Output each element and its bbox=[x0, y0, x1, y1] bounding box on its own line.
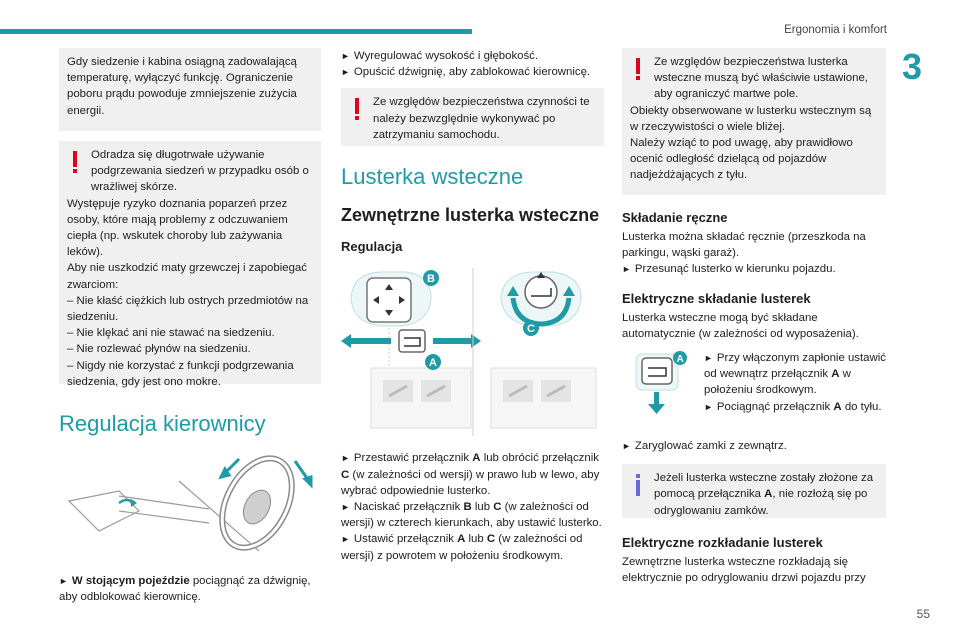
electric-text: Lusterka wsteczne mogą być składane automatycznie (w zależności od wyposażenia). bbox=[622, 311, 859, 340]
warning-item: – Nie klękać ani nie stawać na siedzeniu. bbox=[67, 327, 275, 340]
mirror-fold-switch-icon bbox=[632, 350, 692, 416]
electric-step-1: ► Przy włączonym zapłonie ustawić od wewnątrz przełącznik A w położeniu środkowym. bbox=[704, 352, 886, 397]
step-arrow-icon: ► bbox=[341, 534, 350, 545]
warning-text-3: Należy wziąć to pod uwagę, aby prawidłowo ocenić odległość dzielącą od pojazdów nadjeżdżających z tyłu. bbox=[630, 137, 853, 182]
heading-electric-fold: Elektryczne składanie lusterek bbox=[622, 290, 811, 306]
page-number: 55 bbox=[916, 607, 930, 621]
step-arrow-icon: ► bbox=[341, 51, 350, 61]
step-arrow-icon: ► bbox=[704, 353, 713, 364]
warning-text: Odradza się długotrwałe używanie podgrzewania siedzeń w przypadku osób o wrażliwej skórze. bbox=[91, 149, 309, 194]
info-box bbox=[622, 464, 886, 518]
electric-step-2: ► Pociągnąć przełącznik A do tyłu. bbox=[704, 400, 882, 413]
electric-fold-block bbox=[622, 350, 886, 436]
step-arrow-icon: ► bbox=[59, 576, 68, 586]
label-a: A bbox=[676, 354, 684, 366]
warning-text: Ze względów bezpieczeństwa czynności te należy bezwzględnie wykonywać po zatrzymaniu samochodu. bbox=[373, 96, 590, 141]
warning-text-3: Aby nie uszkodzić maty grzewczej i zapobiegać zwarciom: bbox=[67, 262, 307, 291]
manual-text: Lusterka można składać ręcznie (przeszkoda na parkingu, wąski garaż). bbox=[622, 231, 866, 260]
step-text: Opuścić dźwignię, aby zablokować kierownicę. bbox=[353, 66, 591, 79]
steering-wheel-icon bbox=[59, 451, 321, 559]
electric-step-3: ► Zaryglować zamki z zewnątrz. bbox=[622, 440, 787, 453]
heading-adjust: Regulacja bbox=[341, 239, 403, 255]
info-box bbox=[59, 48, 321, 131]
mirror-switch-icon bbox=[341, 268, 604, 436]
warning-box bbox=[341, 88, 604, 146]
warning-item: – Nigdy nie korzystać z funkcji podgrzewania siedzenia, gdy jest ono mokre. bbox=[67, 359, 294, 388]
step-arrow-icon: ► bbox=[622, 441, 631, 452]
step-text: Wyregulować wysokość i głębokość. bbox=[353, 50, 539, 62]
column-1 bbox=[59, 48, 321, 605]
warning-item: – Nie kłaść ciężkich lub ostrych przedmiotów na siedzeniu. bbox=[67, 294, 309, 324]
step-bold: W stojącym pojeździe bbox=[71, 575, 190, 587]
heading-mirrors: Lusterka wsteczne bbox=[341, 164, 524, 190]
warning-item: – Nie rozlewać płynów na siedzeniu. bbox=[67, 343, 251, 356]
label-b: B bbox=[427, 273, 435, 286]
info-text: Jeżeli lusterka wsteczne zostały złożone za pomocą przełącznika A, nie rozłożą się po odryglowaniu zamków. bbox=[654, 472, 874, 517]
header-accent-bar bbox=[0, 29, 472, 34]
warning-icon bbox=[349, 96, 365, 122]
step-text: pociągnąć za dźwignię, aby odblokować kierownicę. bbox=[59, 575, 311, 604]
step-arrow-icon: ► bbox=[341, 67, 350, 78]
adjust-step-2: ► Naciskać przełącznik B lub C (w zależności od wersji) w czterech kierunkach, aby ustawić lusterko. bbox=[341, 501, 602, 530]
warning-icon bbox=[67, 149, 83, 175]
step-item bbox=[341, 48, 604, 64]
column-2 bbox=[341, 48, 604, 564]
unfold-text: Zewnętrzne lusterka wsteczne rozkładają się elektrycznie po odryglowaniu drzwi pojazdu przy bbox=[622, 556, 866, 585]
info-text: Gdy siedzenie i kabina osiągną zadowalającą temperaturę, wyłączyć funkcję. Ograniczenie poboru prądu powoduje zmniejszenie zużycia energii. bbox=[67, 56, 297, 117]
step-arrow-icon: ► bbox=[704, 401, 713, 412]
step-arrow-icon: ► bbox=[341, 502, 350, 513]
warning-text-2: Obiekty obserwowane w lusterku wstecznym są w rzeczywistości o wiele bliżej. bbox=[630, 104, 872, 133]
warning-text-2: Występuje ryzyko doznania poparzeń przez osoby, które mają problemy z odczuwaniem ciepła (np. wskutek choroby lub zażywania leków). bbox=[67, 197, 288, 259]
heading-steering-adjust: Regulacja kierownicy bbox=[59, 411, 266, 436]
info-icon bbox=[630, 472, 646, 498]
step-arrow-icon: ► bbox=[622, 264, 631, 275]
warning-box bbox=[59, 141, 321, 388]
chapter-number: 3 bbox=[902, 46, 923, 87]
column-3 bbox=[622, 48, 886, 587]
warning-text: Ze względów bezpieczeństwa lusterka wsteczne muszą być właściwie ustawione, aby ograniczyć martwe pole. bbox=[654, 56, 868, 101]
adjust-step-1: ► Przestawić przełącznik A lub obrócić przełącznik C (w zależności od wersji) w prawo lub w lewo, aby wybrać odpowiednie lusterko. bbox=[341, 452, 600, 497]
warning-box bbox=[622, 48, 886, 195]
heading-manual-fold: Składanie ręczne bbox=[622, 210, 728, 225]
mirror-controls-illustration bbox=[341, 268, 604, 436]
warning-icon bbox=[630, 56, 646, 82]
heading-electric-unfold: Elektryczne rozkładanie lusterek bbox=[622, 535, 823, 551]
step-arrow-icon: ► bbox=[341, 453, 350, 464]
heading-exterior-mirrors: Zewnętrzne lusterka wsteczne bbox=[341, 205, 600, 226]
manual-step: ► Przesunąć lusterko w kierunku pojazdu. bbox=[622, 263, 836, 276]
section-title: Ergonomia i komfort bbox=[784, 24, 887, 36]
label-c: C bbox=[527, 323, 535, 336]
steering-wheel-illustration bbox=[59, 451, 321, 559]
adjust-step-3: ► Ustawić przełącznik A lub C (w zależności od wersji) z powrotem w położeniu środkowym. bbox=[341, 533, 583, 562]
steering-step bbox=[59, 573, 321, 605]
label-a: A bbox=[429, 357, 437, 370]
step-item bbox=[341, 64, 604, 80]
